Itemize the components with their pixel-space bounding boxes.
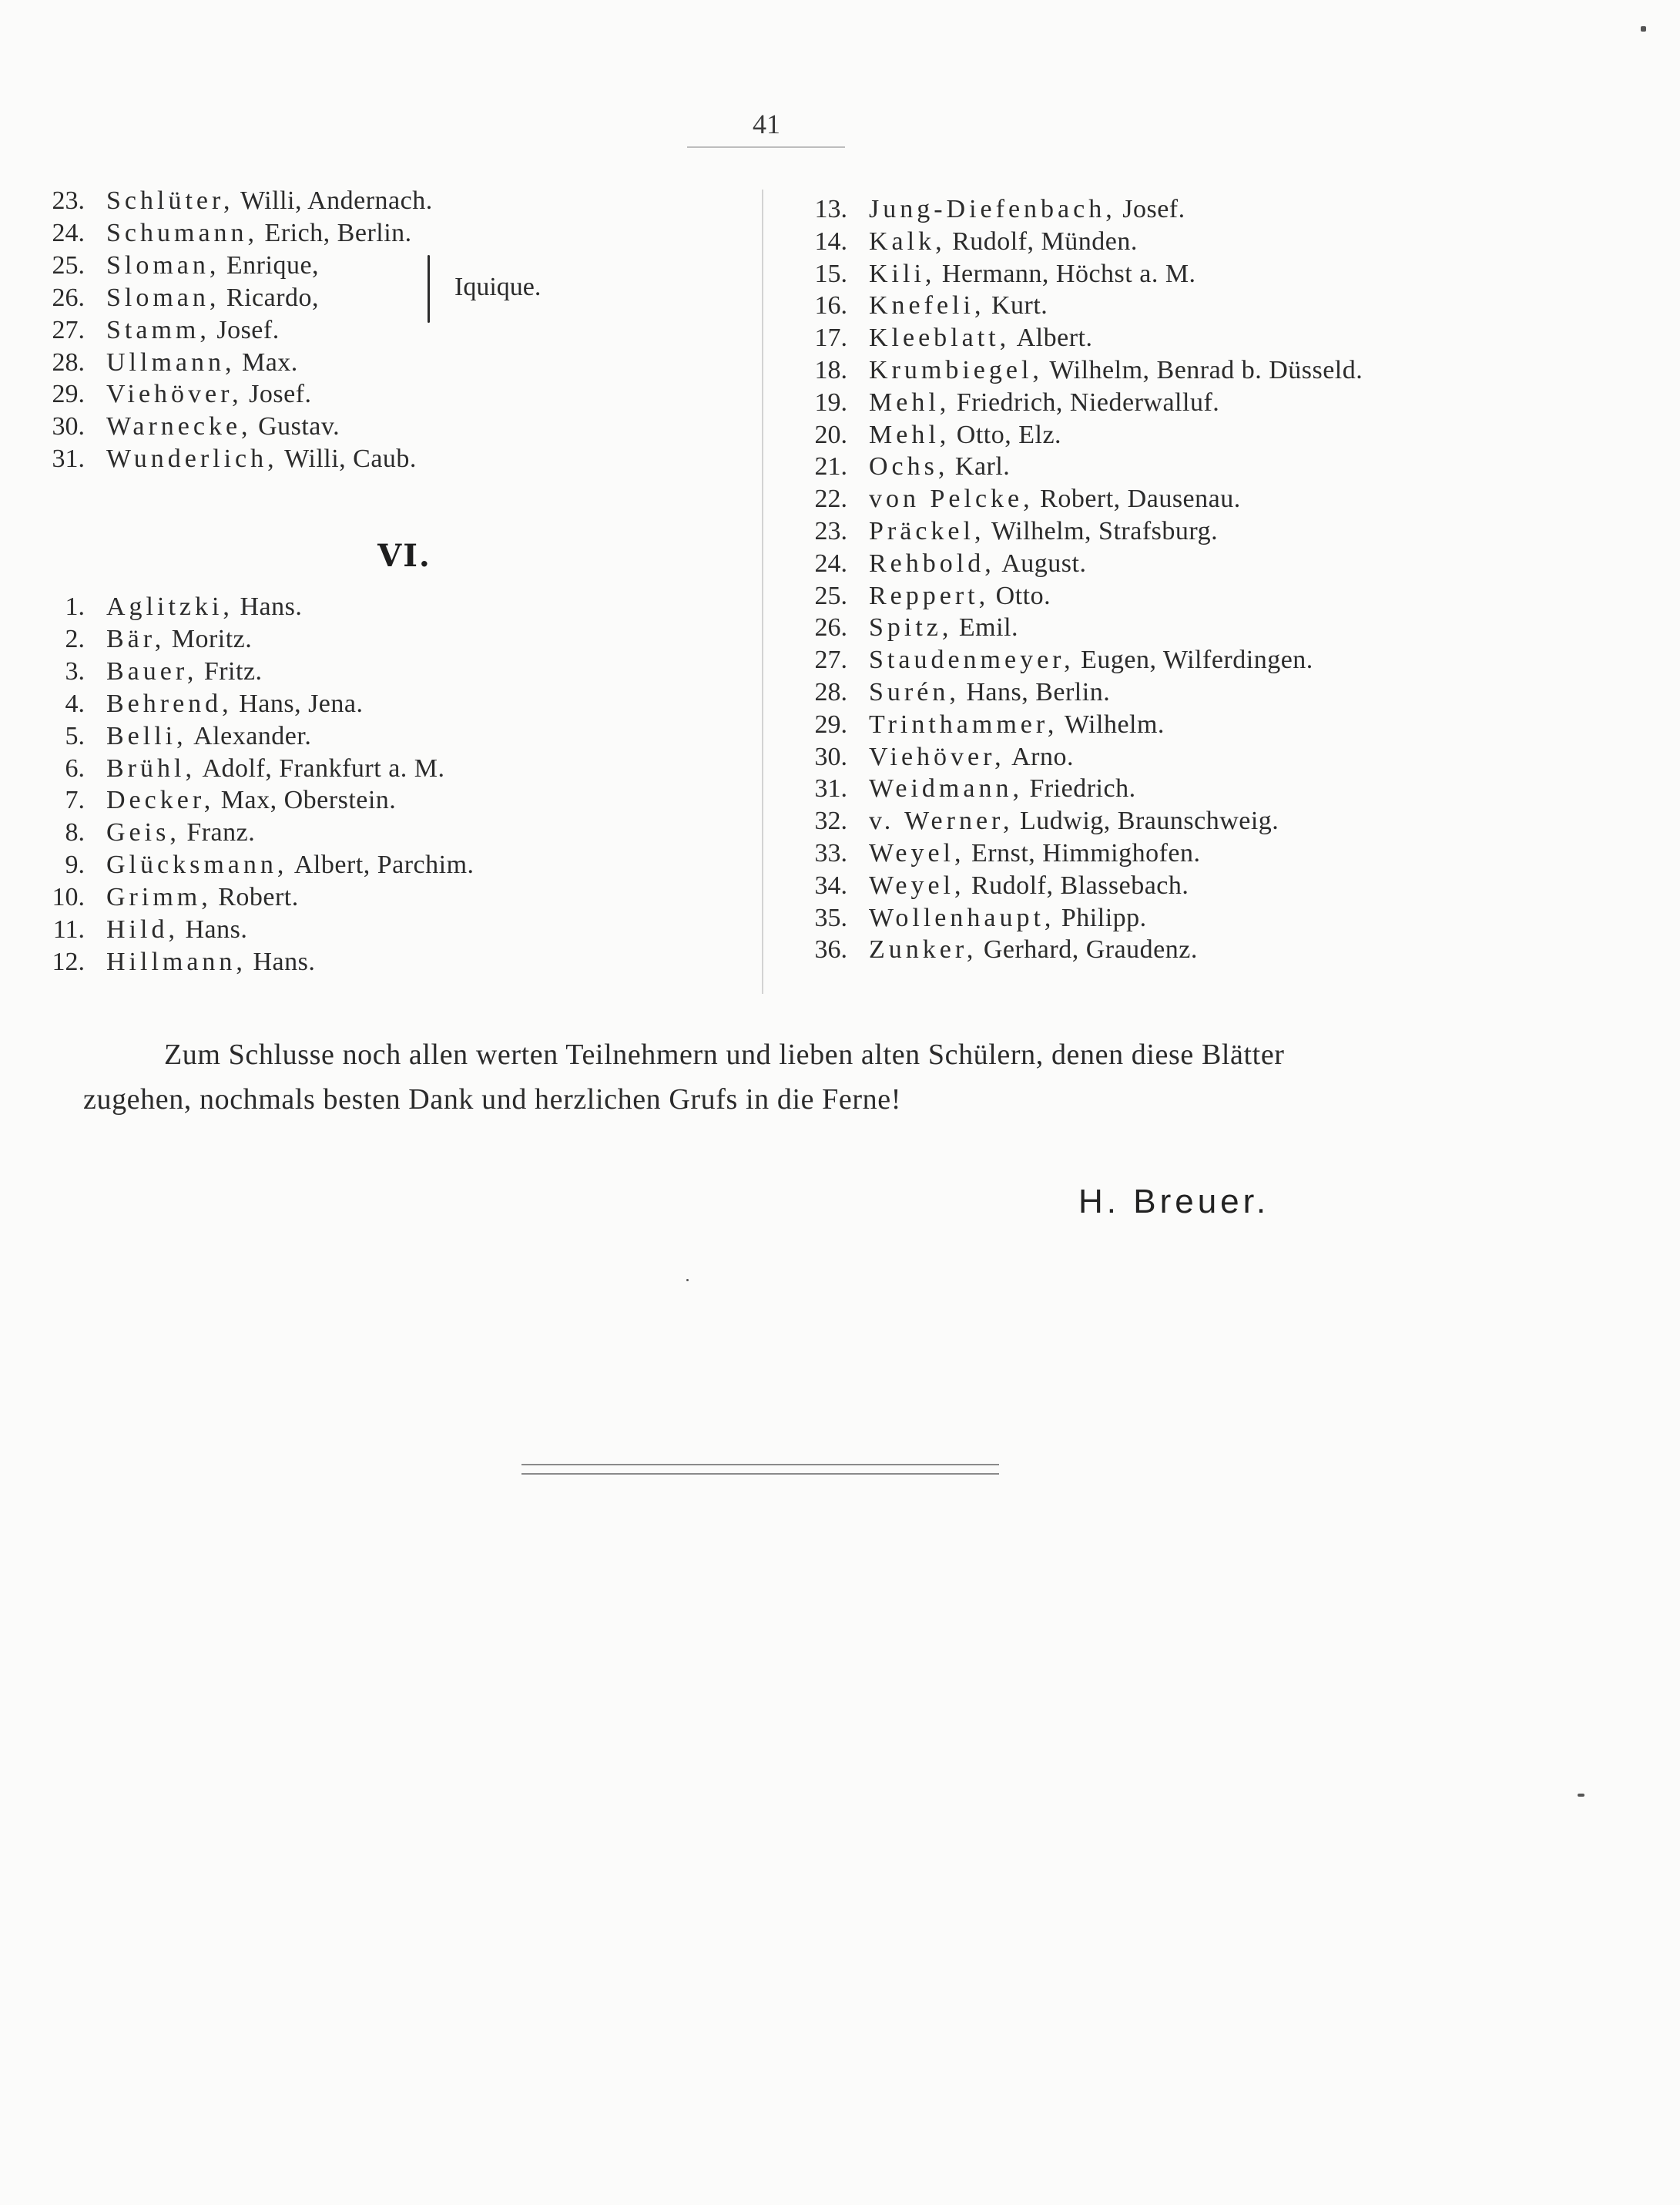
entry-surname: Spitz, <box>869 613 953 643</box>
entry-surname: Ochs, <box>869 452 949 482</box>
entry-number: 22. <box>814 485 847 514</box>
entry-number: 30. <box>814 742 847 771</box>
entry-surname: Hillmann, <box>106 947 246 976</box>
entry-number: 24. <box>52 218 85 247</box>
entry-number: 16. <box>814 291 847 321</box>
entry-number: 35. <box>814 903 847 932</box>
list-entry <box>776 193 1185 226</box>
list-entry <box>37 946 315 978</box>
list-entry <box>37 753 445 785</box>
list-entry <box>37 688 363 720</box>
entry-surname: Glücksmann, <box>106 851 288 880</box>
entry-details: Max, Oberstein. <box>220 786 397 815</box>
entry-number: 28. <box>814 678 847 706</box>
entry-details: Ernst, Himmighofen. <box>971 839 1201 868</box>
entry-number: 5. <box>65 721 85 750</box>
entry-surname: Surén, <box>869 678 960 706</box>
print-speck <box>1641 26 1646 32</box>
list-entry <box>776 805 1279 837</box>
entry-surname: Viehöver, <box>869 742 1005 771</box>
list-entry <box>37 914 247 946</box>
entry-details: Emil. <box>958 613 1019 643</box>
entry-details: Wilhelm. <box>1064 710 1165 739</box>
print-speck <box>686 1279 689 1281</box>
entry-surname: Behrend, <box>106 689 233 718</box>
entry-details: Robert. <box>218 883 299 912</box>
entry-surname: Kleeblatt, <box>869 324 1011 353</box>
entry-details: Josef. <box>216 315 280 344</box>
list-entry <box>776 419 1061 451</box>
entry-details: Hans, Berlin. <box>966 678 1111 706</box>
list-entry <box>776 902 1147 935</box>
list-entry <box>776 580 1051 612</box>
entry-surname: Jung-Diefenbach, <box>869 195 1116 223</box>
list-entry <box>37 784 396 817</box>
entry-surname: Kili, <box>869 259 936 288</box>
entry-surname: Weyel, <box>869 839 965 868</box>
list-entry <box>37 217 412 250</box>
entry-surname: Schumann, <box>106 218 259 247</box>
entry-number: 8. <box>65 818 85 847</box>
entry-details: Willi, Andernach. <box>240 186 433 215</box>
list-entry <box>776 322 1092 354</box>
list-entry <box>776 644 1313 676</box>
entry-details: Fritz. <box>203 656 263 686</box>
list-entry <box>776 548 1086 580</box>
entry-details: Hermann, Höchst a. M. <box>941 259 1196 288</box>
entry-surname: v. Werner, <box>869 807 1014 836</box>
entry-number: 24. <box>814 549 847 578</box>
list-entry <box>37 656 263 688</box>
entry-surname: Grimm, <box>106 883 212 912</box>
entry-number: 2. <box>65 624 85 653</box>
entry-details: Erich, Berlin. <box>264 218 412 247</box>
list-entry <box>37 591 302 623</box>
entry-surname: Sloman, <box>106 283 220 312</box>
signature: H. Breuer. <box>1078 1183 1270 1220</box>
list-entry <box>37 250 319 282</box>
list-entry <box>37 185 433 217</box>
entry-details: Adolf, Frankfurt a. M. <box>202 753 445 783</box>
entry-details: Albert, Parchim. <box>293 851 474 880</box>
entry-number: 21. <box>814 452 847 482</box>
entry-details: Hans. <box>240 592 303 621</box>
entry-details: Ludwig, Braunschweig. <box>1020 807 1279 836</box>
list-entry <box>776 837 1201 870</box>
entry-details: Gerhard, Graudenz. <box>983 935 1198 965</box>
entry-number: 13. <box>814 195 847 223</box>
list-entry <box>37 378 312 411</box>
entry-number: 26. <box>52 283 85 312</box>
entry-number: 27. <box>52 315 85 344</box>
entry-details: Friedrich, Niederwalluf. <box>956 388 1220 417</box>
entry-surname: von Pelcke, <box>869 485 1034 514</box>
closing-paragraph <box>85 1032 1456 1122</box>
entry-details: Otto, Elz. <box>956 420 1062 449</box>
entry-surname: Präckel, <box>869 517 985 545</box>
entry-surname: Staudenmeyer, <box>869 646 1075 675</box>
brace-label: Iquique. <box>454 273 542 301</box>
entry-number: 14. <box>814 227 847 256</box>
entry-details: Rudolf, Blassebach. <box>971 871 1189 900</box>
list-entry <box>37 443 417 475</box>
entry-details: Karl. <box>954 452 1011 482</box>
list-entry <box>776 515 1218 548</box>
entry-number: 1. <box>65 592 85 621</box>
entry-details: August. <box>1001 549 1087 578</box>
entry-number: 11. <box>52 915 85 944</box>
entry-surname: Geis, <box>106 818 180 847</box>
entry-surname: Rehbold, <box>869 549 995 578</box>
entry-details: Rudolf, Münden. <box>952 227 1138 256</box>
print-speck <box>1578 1794 1584 1797</box>
page-number-rule <box>687 146 845 148</box>
entry-surname: Belli, <box>106 721 187 750</box>
column-divider <box>762 190 763 994</box>
entry-surname: Stamm, <box>106 315 210 344</box>
entry-details: Ricardo, <box>226 283 320 312</box>
entry-number: 10. <box>52 883 85 912</box>
list-entry <box>776 226 1138 258</box>
entry-number: 31. <box>814 774 847 804</box>
entry-surname: Bär, <box>106 624 166 653</box>
entry-number: 18. <box>814 356 847 384</box>
entry-surname: Hild, <box>106 915 179 944</box>
list-entry <box>776 934 1198 966</box>
entry-surname: Viehöver, <box>106 380 243 409</box>
page-number: 41 <box>753 109 780 139</box>
entry-details: Arno. <box>1011 742 1074 771</box>
entry-number: 26. <box>814 613 847 643</box>
entry-details: Josef. <box>1122 195 1185 223</box>
list-entry <box>37 411 340 443</box>
entry-number: 3. <box>65 656 85 686</box>
entry-number: 25. <box>52 250 85 280</box>
entry-number: 9. <box>65 851 85 880</box>
entry-details: Eugen, Wilferdingen. <box>1081 646 1313 675</box>
entry-details: Enrique, <box>226 250 320 280</box>
entry-details: Max. <box>241 347 298 377</box>
entry-details: Gustav. <box>258 412 340 441</box>
entry-details: Hans, Jena. <box>239 689 364 718</box>
entry-number: 36. <box>814 935 847 965</box>
section-heading: VI. <box>377 538 431 574</box>
entry-details: Friedrich. <box>1029 774 1136 804</box>
entry-details: Wilhelm, Benrad b. Düsseld. <box>1049 356 1363 384</box>
entry-surname: Wunderlich, <box>106 445 278 474</box>
entry-number: 31. <box>52 445 85 474</box>
entry-number: 25. <box>814 581 847 610</box>
entry-surname: Decker, <box>106 786 215 815</box>
entry-surname: Knefeli, <box>869 291 985 321</box>
entry-number: 27. <box>814 646 847 675</box>
entry-number: 32. <box>814 807 847 836</box>
list-entry <box>776 676 1110 709</box>
list-entry <box>776 741 1074 774</box>
list-entry <box>776 451 1010 483</box>
double-rule-divider <box>521 1464 999 1475</box>
entry-surname: Mehl, <box>869 420 951 449</box>
list-entry <box>776 773 1136 805</box>
entry-number: 6. <box>65 753 85 783</box>
entry-number: 20. <box>814 420 847 449</box>
list-entry <box>37 849 474 881</box>
entry-details: Kurt. <box>991 291 1048 321</box>
entry-surname: Wollenhaupt, <box>869 903 1055 932</box>
entry-number: 12. <box>52 947 85 976</box>
list-entry <box>776 612 1018 644</box>
list-entry <box>37 720 311 753</box>
list-entry <box>37 314 280 347</box>
entry-surname: Zunker, <box>869 935 977 965</box>
entry-surname: Weidmann, <box>869 774 1023 804</box>
entry-number: 29. <box>814 710 847 739</box>
entry-details: Otto. <box>995 581 1051 610</box>
entry-number: 34. <box>814 871 847 900</box>
list-entry <box>776 387 1219 419</box>
entry-surname: Trinthammer, <box>869 710 1058 739</box>
list-entry <box>37 623 252 656</box>
entry-surname: Schlüter, <box>106 186 234 215</box>
entry-surname: Reppert, <box>869 581 990 610</box>
list-entry <box>776 709 1165 741</box>
list-entry <box>37 881 299 914</box>
entry-surname: Warnecke, <box>106 412 252 441</box>
list-entry <box>37 347 298 379</box>
entry-details: Moritz. <box>171 624 253 653</box>
list-entry <box>37 282 319 314</box>
entry-number: 29. <box>52 380 85 409</box>
entry-number: 30. <box>52 412 85 441</box>
entry-details: Josef. <box>249 380 312 409</box>
list-entry <box>37 817 255 849</box>
brace-bracket <box>428 255 430 323</box>
entry-surname: Kalk, <box>869 227 946 256</box>
entry-number: 23. <box>52 186 85 215</box>
entry-details: Willi, Caub. <box>284 445 417 474</box>
entry-surname: Weyel, <box>869 871 965 900</box>
entry-number: 17. <box>814 324 847 353</box>
entry-surname: Ullmann, <box>106 347 236 377</box>
entry-number: 7. <box>65 786 85 815</box>
list-entry <box>776 290 1048 322</box>
entry-surname: Brühl, <box>106 753 196 783</box>
entry-details: Alexander. <box>193 721 312 750</box>
entry-number: 33. <box>814 839 847 868</box>
closing-line-2: zugehen, nochmals besten Dank und herzlichen Grufs in die Ferne! <box>83 1083 901 1116</box>
list-entry <box>776 870 1189 902</box>
list-entry <box>776 483 1241 515</box>
entry-number: 4. <box>65 689 85 718</box>
entry-surname: Krumbiegel, <box>869 356 1043 384</box>
entry-number: 28. <box>52 347 85 377</box>
entry-number: 23. <box>814 517 847 545</box>
list-entry <box>776 354 1363 387</box>
entry-details: Albert. <box>1016 324 1093 353</box>
entry-surname: Sloman, <box>106 250 220 280</box>
entry-surname: Bauer, <box>106 656 198 686</box>
entry-details: Hans. <box>253 947 316 976</box>
entry-surname: Mehl, <box>869 388 951 417</box>
entry-details: Franz. <box>186 818 256 847</box>
entry-details: Philipp. <box>1061 903 1147 932</box>
entry-details: Wilhelm, Strafsburg. <box>991 517 1219 545</box>
entry-number: 19. <box>814 388 847 417</box>
entry-surname: Aglitzki, <box>106 592 233 621</box>
list-entry <box>776 258 1196 290</box>
entry-details: Robert, Dausenau. <box>1040 485 1241 514</box>
entry-number: 15. <box>814 259 847 288</box>
entry-details: Hans. <box>185 915 248 944</box>
closing-line-1: Zum Schlusse noch allen werten Teilnehmern und lieben alten Schülern, denen diese Blätter <box>164 1039 1285 1071</box>
